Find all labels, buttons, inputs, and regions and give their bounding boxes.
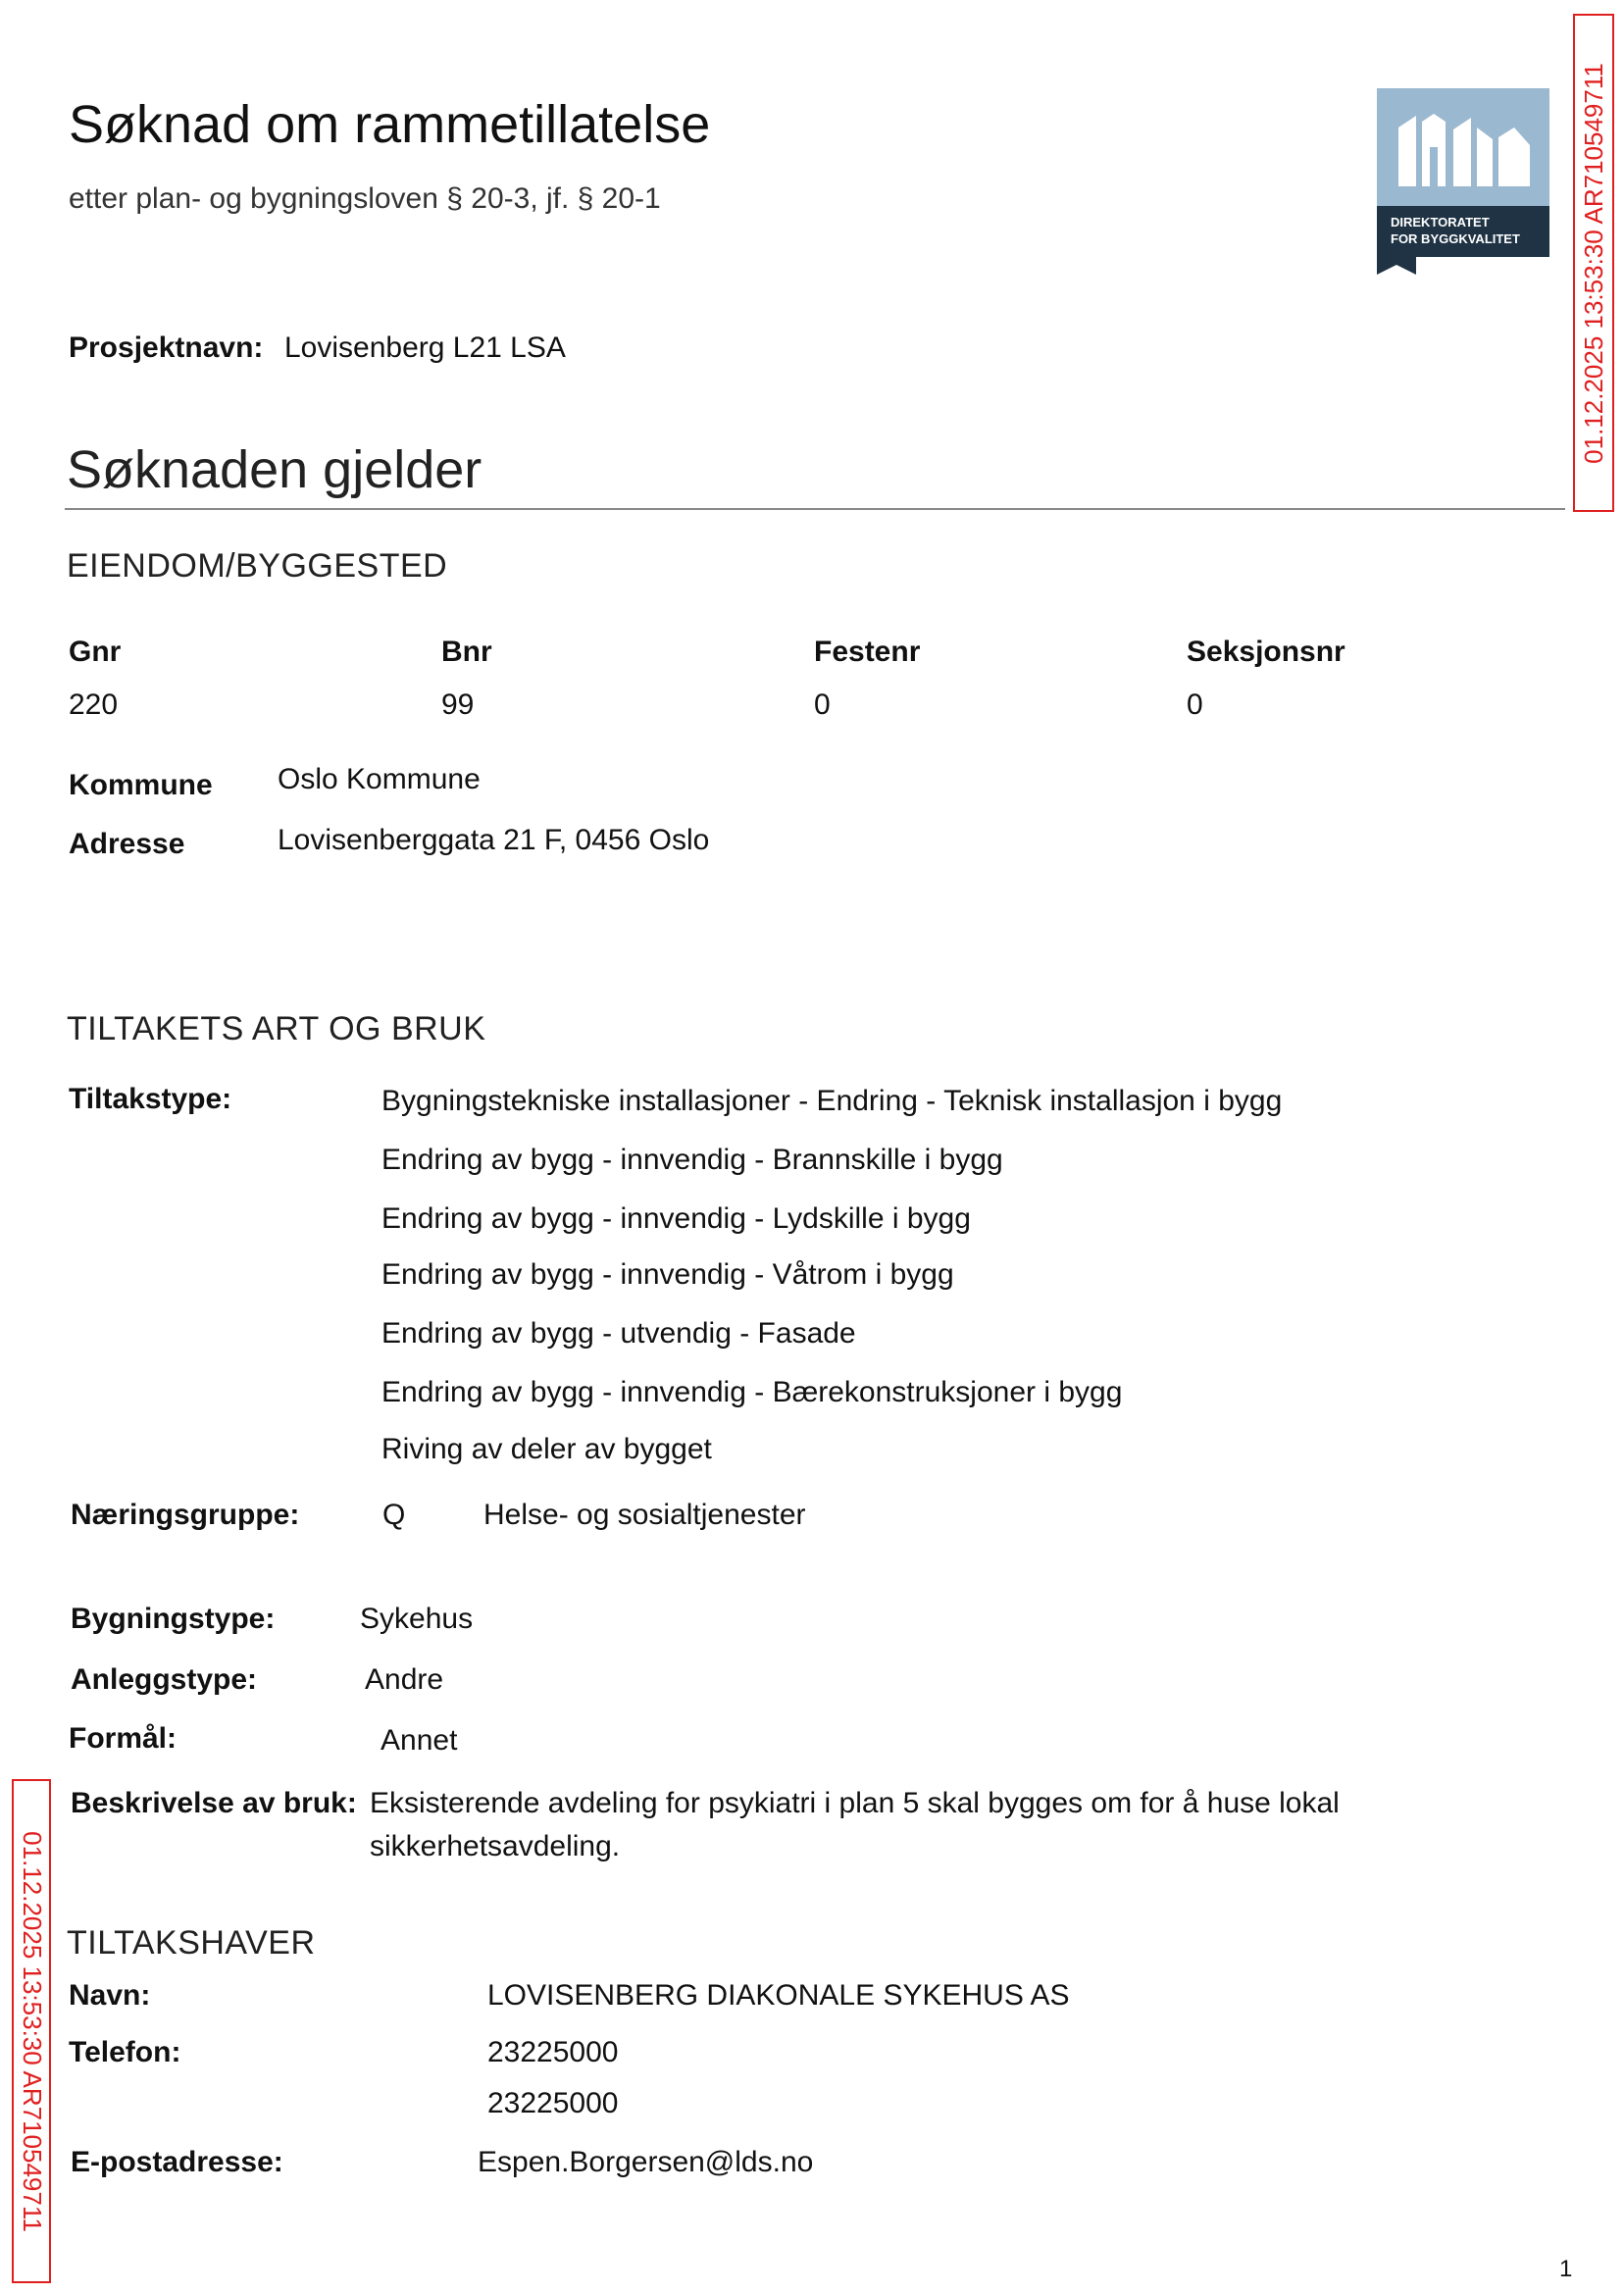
logo-text-line2: FOR BYGGKVALITET	[1391, 231, 1520, 246]
facility-type-value: Andre	[365, 1663, 444, 1696]
owner-name-value: LOVISENBERG DIAKONALE SYKEHUS AS	[487, 1979, 1070, 2012]
building-type-value: Sykehus	[360, 1603, 474, 1635]
document-subtitle: etter plan- og bygningsloven § 20-3, jf. § 20-1	[69, 182, 661, 215]
gnr-value: 220	[69, 688, 119, 721]
property-section-heading: EIENDOM/BYGGESTED	[67, 547, 448, 585]
owner-section-heading: TILTAKSHAVER	[67, 1924, 316, 1962]
building-type-label: Bygningstype:	[71, 1603, 276, 1635]
measure-type-item: Endring av bygg - innvendig - Bærekonstruksjoner i bygg	[381, 1376, 1123, 1408]
municipality-value: Oslo Kommune	[278, 763, 481, 795]
owner-email-label: E-postadresse:	[71, 2146, 283, 2178]
address-label: Adresse	[69, 828, 185, 860]
project-name-label: Prosjektnavn:	[69, 331, 264, 364]
bnr-label: Bnr	[441, 636, 492, 668]
owner-phone-value: 23225000	[487, 2036, 619, 2068]
facility-type-label: Anleggstype:	[71, 1663, 258, 1696]
owner-phone-label: Telefon:	[69, 2036, 181, 2068]
heading-divider	[65, 508, 1565, 510]
industry-group-code: Q	[382, 1499, 406, 1531]
measure-type-item: Endring av bygg - innvendig - Våtrom i bygg	[381, 1258, 954, 1291]
bnr-value: 99	[441, 688, 475, 721]
measure-type-item: Endring av bygg - innvendig - Lydskille i bygg	[381, 1202, 971, 1235]
purpose-label: Formål:	[69, 1722, 178, 1755]
description-line-1: Eksisterende avdeling for psykiatri i plan 5 skal bygges om for å huse lokal	[370, 1787, 1340, 1819]
owner-phone-value-2: 23225000	[487, 2087, 619, 2119]
measure-type-label: Tiltakstype:	[69, 1083, 232, 1115]
page-number: 1	[1559, 2256, 1573, 2282]
dibk-logo	[1377, 88, 1549, 275]
measure-type-item: Endring av bygg - utvendig - Fasade	[381, 1317, 856, 1350]
description-line-2: sikkerhetsavdeling.	[370, 1830, 621, 1862]
seksjonsnr-value: 0	[1187, 688, 1203, 721]
document-title: Søknad om rammetillatelse	[69, 95, 711, 154]
industry-group-name: Helse- og sosialtjenester	[483, 1499, 806, 1531]
address-value: Lovisenberggata 21 F, 0456 Oslo	[278, 824, 710, 856]
timestamp-stamp-top	[1573, 14, 1614, 512]
industry-group-label: Næringsgruppe:	[71, 1499, 300, 1531]
owner-name-label: Navn:	[69, 1979, 151, 2012]
seksjonsnr-label: Seksjonsnr	[1187, 636, 1345, 668]
festenr-value: 0	[814, 688, 831, 721]
purpose-value: Annet	[381, 1724, 458, 1757]
logo-graphic	[1377, 88, 1549, 275]
measure-type-item: Bygningstekniske installasjoner - Endring - Teknisk installasjon i bygg	[381, 1085, 1283, 1117]
municipality-label: Kommune	[69, 769, 213, 801]
timestamp-stamp-text: 01.12.2025 13:53:30 AR710549711	[1578, 62, 1608, 464]
measure-section-heading: TILTAKETS ART OG BRUK	[67, 1010, 486, 1047]
owner-email-value: Espen.Borgersen@lds.no	[478, 2146, 814, 2178]
timestamp-stamp-text: 01.12.2025 13:53:30 AR710549711	[17, 1830, 47, 2232]
gnr-label: Gnr	[69, 636, 122, 668]
measure-type-item: Endring av bygg - innvendig - Brannskille i bygg	[381, 1144, 1003, 1176]
logo-text-line1: DIREKTORATET	[1391, 215, 1490, 229]
application-heading: Søknaden gjelder	[67, 440, 482, 499]
festenr-label: Festenr	[814, 636, 921, 668]
description-label: Beskrivelse av bruk:	[71, 1787, 357, 1819]
timestamp-stamp-left	[12, 1779, 51, 2283]
measure-type-item: Riving av deler av bygget	[381, 1433, 712, 1465]
project-name-value: Lovisenberg L21 LSA	[284, 331, 566, 364]
